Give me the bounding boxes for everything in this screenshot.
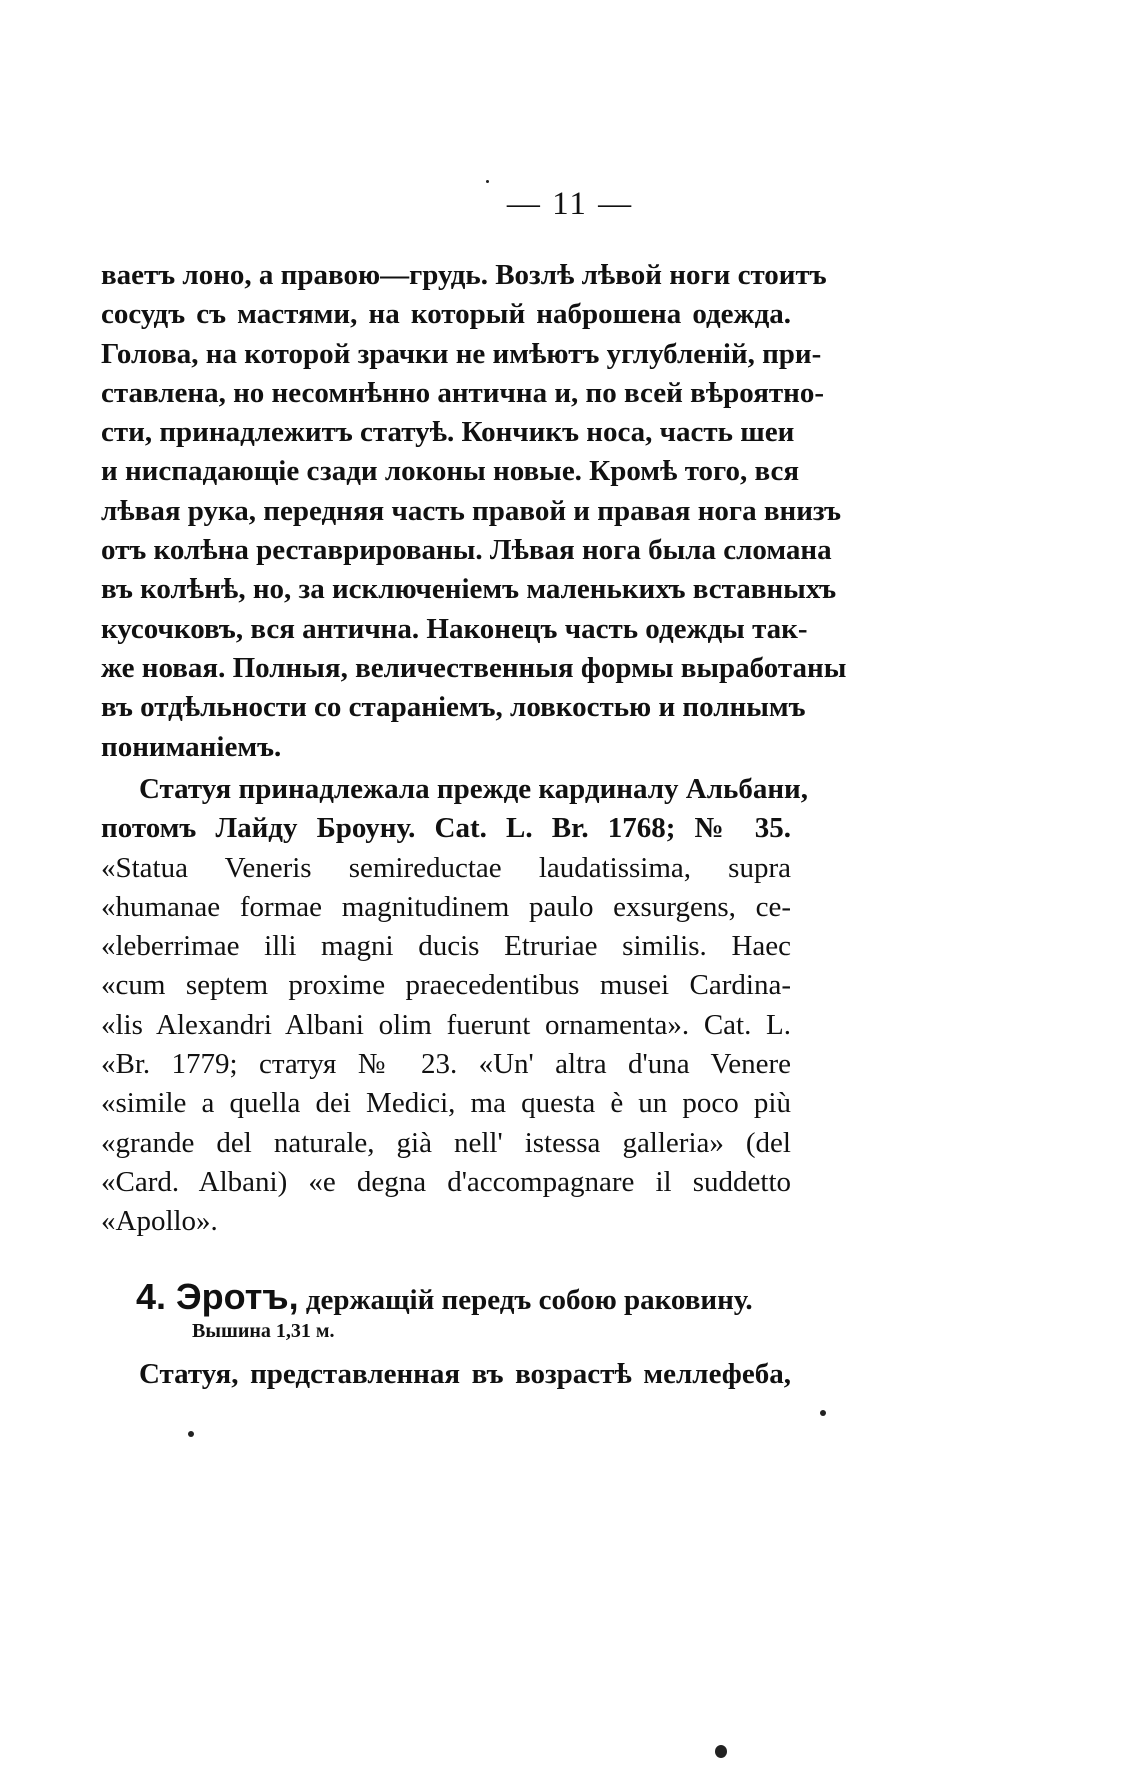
page-number: — 11 —: [506, 186, 634, 222]
scan-speck: [188, 1431, 194, 1437]
text-line: же новая. Полныя, величественныя формы выработаны: [101, 651, 847, 684]
scan-speck: [820, 1410, 826, 1416]
scan-speck: [715, 1745, 727, 1758]
text-line: сти, принадлежитъ статуѣ. Кончикъ носа, часть шеи: [101, 416, 795, 449]
text-line: и ниспадающіе сзади локоны новые. Кромѣ того, вся: [101, 455, 800, 488]
text-line: «Apollo».: [101, 1205, 218, 1238]
text-line: Статуя, представленная въ возрастѣ меллефеба,: [139, 1358, 791, 1390]
text-line: въ отдѣльности со стараніемъ, ловкостью и полнымъ: [101, 691, 806, 724]
scan-speck: [486, 180, 489, 183]
paragraph-provenance: [101, 770, 808, 1242]
text-line: сосудъ съ мастями, на который наброшена одежда.: [101, 298, 791, 331]
paragraph-eros-description: [101, 1355, 791, 1394]
text-line: ваетъ лоно, а правою—грудь. Возлѣ лѣвой ноги стоитъ: [101, 259, 827, 291]
section-heading: [136, 1276, 786, 1318]
paragraph-venus-description: [101, 256, 847, 767]
text-line: «humanae formae magnitudinem paulo exsurgens, ce-: [101, 890, 791, 923]
text-line: пониманіемъ.: [101, 730, 282, 763]
text-line: потомъ Лайду Броуну. Cat. L. Br. 1768; № 35.: [101, 812, 791, 845]
text-line: «grande del naturale, già nell' istessa galleria» (del: [101, 1126, 791, 1159]
text-line: «simile a quella dei Medici, ma questa è un poco più: [101, 1087, 791, 1120]
text-line: «cum septem proxime praecedentibus musei Cardina-: [101, 969, 791, 1002]
section-subtitle: держащій передъ собою раковину.: [305, 1284, 753, 1316]
text-line: ставлена, но несомнѣнно антична и, по всей вѣроятно-: [101, 376, 825, 409]
text-line: Голова, на которой зрачки не имѣютъ углубленій, при-: [101, 337, 822, 370]
text-line: въ колѣнѣ, но, за исключеніемъ маленькихъ вставныхъ: [101, 573, 837, 606]
text-line: «leberrimae illi magni ducis Etruriae similis. Haec: [101, 930, 791, 963]
text-line: «Statua Veneris semireductae laudatissima, supra: [101, 851, 791, 884]
section-number-title: 4. Эротъ,: [136, 1276, 299, 1317]
text-line: отъ колѣна реставрированы. Лѣвая нога была сломана: [101, 534, 832, 567]
text-line: Статуя принадлежала прежде кардиналу Альбани,: [139, 773, 808, 805]
text-line: кусочковъ, вся антична. Наконецъ часть одежды так-: [101, 612, 808, 645]
height-note: Вышина 1,31 м.: [192, 1320, 335, 1342]
text-line: лѣвая рука, передняя часть правой и правая нога внизъ: [101, 494, 841, 527]
text-line: «Card. Albani) «e degna d'accompagnare il suddetto: [101, 1165, 791, 1198]
text-line: «lis Alexandri Albani olim fuerunt ornamenta». Cat. L.: [101, 1008, 791, 1041]
text-line: «Br. 1779; статуя № 23. «Un' altra d'una Venere: [101, 1048, 791, 1081]
